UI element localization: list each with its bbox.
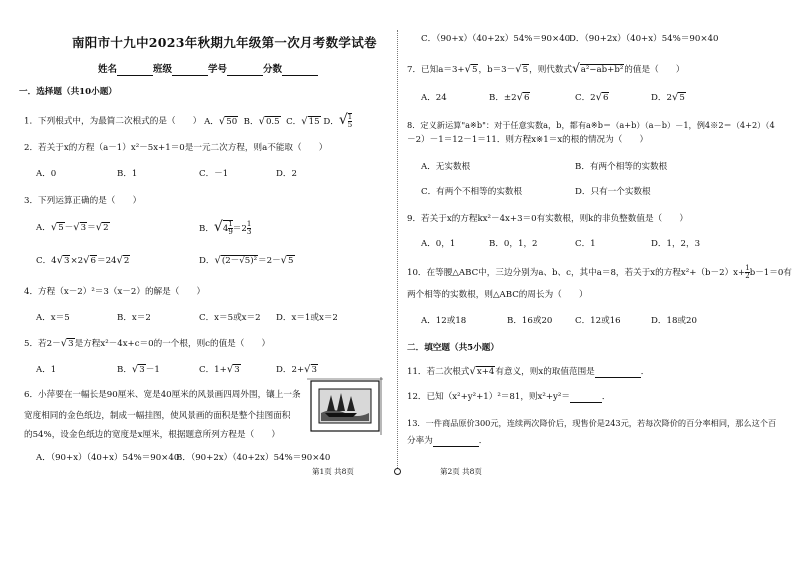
q10-line-2: 两个相等的实数根，则△ABC的周长为（ ） xyxy=(407,290,588,300)
q8-line-2: －2）－1＝12－1＝11．则方程x※1＝x的根的情况为（ ） xyxy=(407,135,649,145)
right-page xyxy=(397,0,794,561)
q7-option-b[interactable]: B．±2√6 xyxy=(489,92,530,103)
q13-answer-field[interactable] xyxy=(433,436,479,447)
q4-option-d[interactable]: D．x＝1或x＝2 xyxy=(276,313,338,323)
q7-option-d[interactable]: D．2√5 xyxy=(651,92,685,103)
q5-option-a[interactable]: A．1 xyxy=(36,365,57,375)
q3-option-a[interactable]: A．√5－√3＝√2 xyxy=(36,222,109,233)
q2-option-a[interactable]: A．0 xyxy=(36,169,57,179)
page-2-footer: 第2页 共8页 xyxy=(440,467,482,476)
id-field[interactable] xyxy=(227,65,263,76)
q7-option-c[interactable]: C．2√6 xyxy=(575,92,609,103)
q4-option-a[interactable]: A．x＝5 xyxy=(36,313,70,323)
q9-option-b[interactable]: B．0，1，2 xyxy=(489,239,538,249)
q4-option-c[interactable]: C．x＝5或x＝2 xyxy=(199,313,261,323)
score-label: 分数 xyxy=(263,64,283,75)
student-info-line xyxy=(98,64,318,76)
page-1-footer: 第1页 共8页 xyxy=(312,467,354,476)
q2-option-c[interactable]: C．－1 xyxy=(199,169,229,179)
q1-option-b[interactable]: B．√0.5 xyxy=(243,115,280,127)
q5-option-d[interactable]: D．2+√3 xyxy=(276,364,317,375)
q9-option-d[interactable]: D．1，2，3 xyxy=(651,239,701,249)
q8-option-d[interactable]: D．只有一个实数根 xyxy=(575,187,651,197)
q6-line-3: 的54%，设金色纸边的宽度是x厘米，根据题意所列方程是（ ） xyxy=(24,430,280,440)
section-choice-heading: 一．选择题（共10小题） xyxy=(19,87,117,97)
q1-option-a[interactable]: A．√50 xyxy=(204,115,238,127)
q3-option-b[interactable]: B．√4 $\frac{1}{9}$ ＝2 $\frac{1}{3}$ xyxy=(199,219,252,236)
q6-option-c[interactable]: C．（90+x）（40+2x）54%＝90×40 xyxy=(421,34,571,44)
q2-option-b[interactable]: B．1 xyxy=(117,169,138,179)
q1-stem: 1．下列根式中，为最简二次根式的是（ ） xyxy=(24,116,202,127)
name-field[interactable] xyxy=(117,65,153,76)
q12-row: 12．已知（x²+y²+1）²＝81，则x²+y²＝ ． xyxy=(407,392,611,402)
q3-stem: 3．下列运算正确的是（ ） xyxy=(24,196,142,206)
q8-line-1: 8．定义新运算"a※b"：对于任意实数a，b，都有a※b＝（a+b）（a－b）－1，例4※2＝（4+2）（4 xyxy=(407,120,775,130)
q6-option-b[interactable]: B．（90+2x）（40+2x）54%＝90×40 xyxy=(176,453,331,463)
q10-option-c[interactable]: C．12或16 xyxy=(575,316,621,326)
q1-option-c[interactable]: C．√15 xyxy=(286,115,320,127)
q1-option-d[interactable]: D．√ $\frac{1}{5}$ xyxy=(323,111,353,129)
q7-stem: 7．已知a＝3+√5，b＝3－√5，则代数式√a²−ab+b²的值是（ ） xyxy=(407,61,685,75)
q1-row xyxy=(24,113,352,129)
q10-option-a[interactable]: A．12或18 xyxy=(421,316,467,326)
q8-option-c[interactable]: C．有两个不相等的实数根 xyxy=(421,187,523,197)
q3-option-d[interactable]: D．√(2－√5)²＝2－√5 xyxy=(199,255,294,266)
q10-line-1: 10．在等腰△ABC中，三边分别为a、b、c，其中a＝8，若关于x的方程x²+（b－2）x+ $\frac{1}{2}$ b－1＝0有 xyxy=(407,264,792,280)
q13-line-2: 分率为 ． xyxy=(407,436,488,446)
q4-option-b[interactable]: B．x＝2 xyxy=(117,313,151,323)
name-label: 姓名 xyxy=(98,64,118,75)
exam-title: 南阳市十九中2023年秋期九年级第一次月考数学试卷 xyxy=(72,35,377,50)
q11-row: 11．若二次根式√x+4有意义，则x的取值范围是 ． xyxy=(407,366,650,377)
q12-answer-field[interactable] xyxy=(570,392,602,403)
q11-answer-field[interactable] xyxy=(595,367,641,378)
q8-option-b[interactable]: B．有两个相等的实数根 xyxy=(575,162,668,172)
q7-option-a[interactable]: A．24 xyxy=(421,93,447,103)
section-fill-heading: 二．填空题（共5小题） xyxy=(407,343,499,353)
q2-option-d[interactable]: D．2 xyxy=(276,169,297,179)
q6-line-2: 宽度相同的金色纸边，制成一幅挂图，使风景画的面积是整个挂图面积 xyxy=(24,411,291,421)
q4-stem: 4．方程（x－2）²＝3（x－2）的解是（ ） xyxy=(24,287,206,297)
q5-stem: 5．若2－√3是方程x²－4x+c＝0的一个根，则c的值是（ ） xyxy=(24,338,271,349)
q13-line-1: 13．一件商品原价300元，连续两次降价后，现售价是243元，若每次降价的百分率相同，那么这个百 xyxy=(407,418,777,428)
class-label: 班级 xyxy=(153,64,173,75)
q6-option-a[interactable]: A．（90+x）（40+x）54%＝90×40 xyxy=(36,453,180,463)
q9-option-c[interactable]: C．1 xyxy=(575,239,596,249)
id-label: 学号 xyxy=(208,64,228,75)
q6-option-d[interactable]: D．（90+2x）（40+x）54%＝90×40 xyxy=(569,34,719,44)
q2-stem: 2．若关于x的方程（a－1）x²－5x+1＝0是一元二次方程，则a不能取（ ） xyxy=(24,143,328,153)
score-field[interactable] xyxy=(282,65,318,76)
q10-option-d[interactable]: D．18或20 xyxy=(651,316,697,326)
q8-option-a[interactable]: A．无实数根 xyxy=(421,162,471,172)
q3-option-c[interactable]: C．4√3×2√6＝24√2 xyxy=(36,255,130,266)
framed-painting-figure xyxy=(307,377,383,435)
q5-option-c[interactable]: C．1+√3 xyxy=(199,364,240,375)
q10-option-b[interactable]: B．16或20 xyxy=(507,316,553,326)
q9-option-a[interactable]: A．0，1 xyxy=(421,239,456,249)
q5-option-b[interactable]: B．√3－1 xyxy=(117,364,160,375)
q6-line-1: 6．小萍要在一幅长是90厘米、宽是40厘米的风景画四周外围，镶上一条 xyxy=(24,390,301,400)
class-field[interactable] xyxy=(172,65,208,76)
q9-stem: 9．若关于x的方程kx²－4x+3＝0有实数根，则k的非负整数值是（ ） xyxy=(407,214,688,224)
